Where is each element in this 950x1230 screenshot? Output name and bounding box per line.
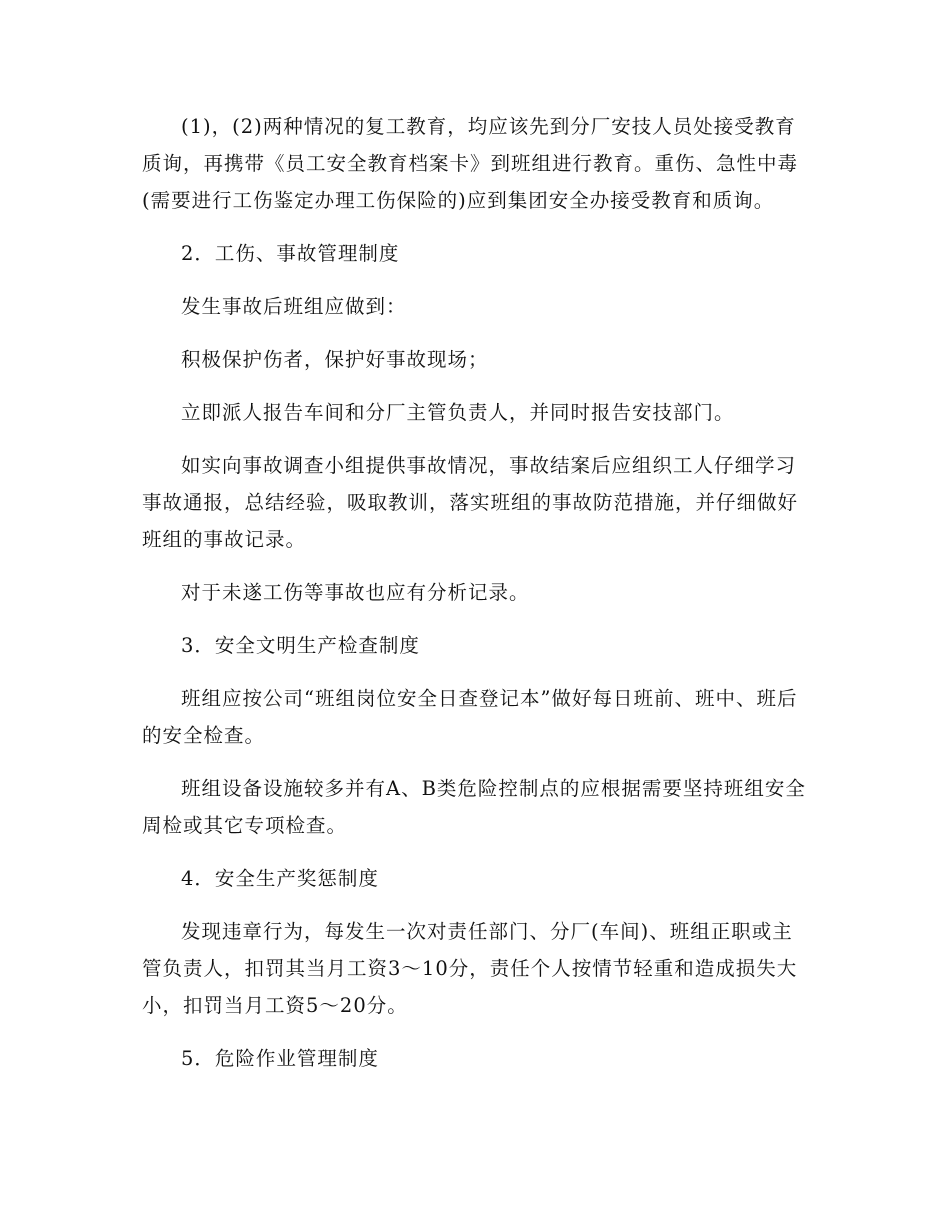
section-heading-hazardous-work-management: 5．危险作业管理制度 <box>181 1047 379 1070</box>
section-heading-safety-inspection-system: 3．安全文明生产检查制度 <box>181 634 420 657</box>
section-heading-rewards-penalties-system: 4．安全生产奖惩制度 <box>181 867 379 890</box>
paragraph-protect-injured-and-scene: 积极保护伤者，保护好事故现场； <box>181 348 489 371</box>
paragraph-near-miss-analysis: 对于未遂工伤等事故也应有分析记录。 <box>181 581 530 604</box>
paragraph-weekly-special-inspection: 班组设备设施较多并有A、B类危险控制点的应根据需要坚持班组安全周检或其它专项检查。 <box>142 777 806 837</box>
paragraph-daily-safety-inspection: 班组应按公司“班组岗位安全日查登记本”做好每日班前、班中、班后的安全检查。 <box>142 687 798 747</box>
paragraph-provide-accident-information: 如实向事故调查小组提供事故情况，事故结案后应组织工人仔细学习事故通报，总结经验，吸取教训，落实班组的事故防范措施，并仔细做好班组的事故记录。 <box>142 454 799 551</box>
document-body <box>142 108 810 1077</box>
paragraph-violation-penalties: 发现违章行为，每发生一次对责任部门、分厂(车间)、班组正职或主管负责人，扣罚其当月工资3～10分，责任个人按情节轻重和造成损失大小，扣罚当月工资5～20分。 <box>142 920 798 1017</box>
paragraph-return-to-work-education: (1)，(2)两种情况的复工教育，均应该先到分厂安技人员处接受教育质询，再携带《员工安全教育档案卡》到班组进行教育。重伤、急性中毒(需要进行工伤鉴定办理工伤保险的)应到集团安全办接受教育和质询。 <box>142 115 799 212</box>
paragraph-after-accident-team-duties: 发生事故后班组应做到： <box>181 295 407 318</box>
paragraph-report-immediately: 立即派人报告车间和分厂主管负责人，并同时报告安技部门。 <box>181 401 735 424</box>
section-heading-injury-accident-management: 2．工伤、事故管理制度 <box>181 242 400 265</box>
